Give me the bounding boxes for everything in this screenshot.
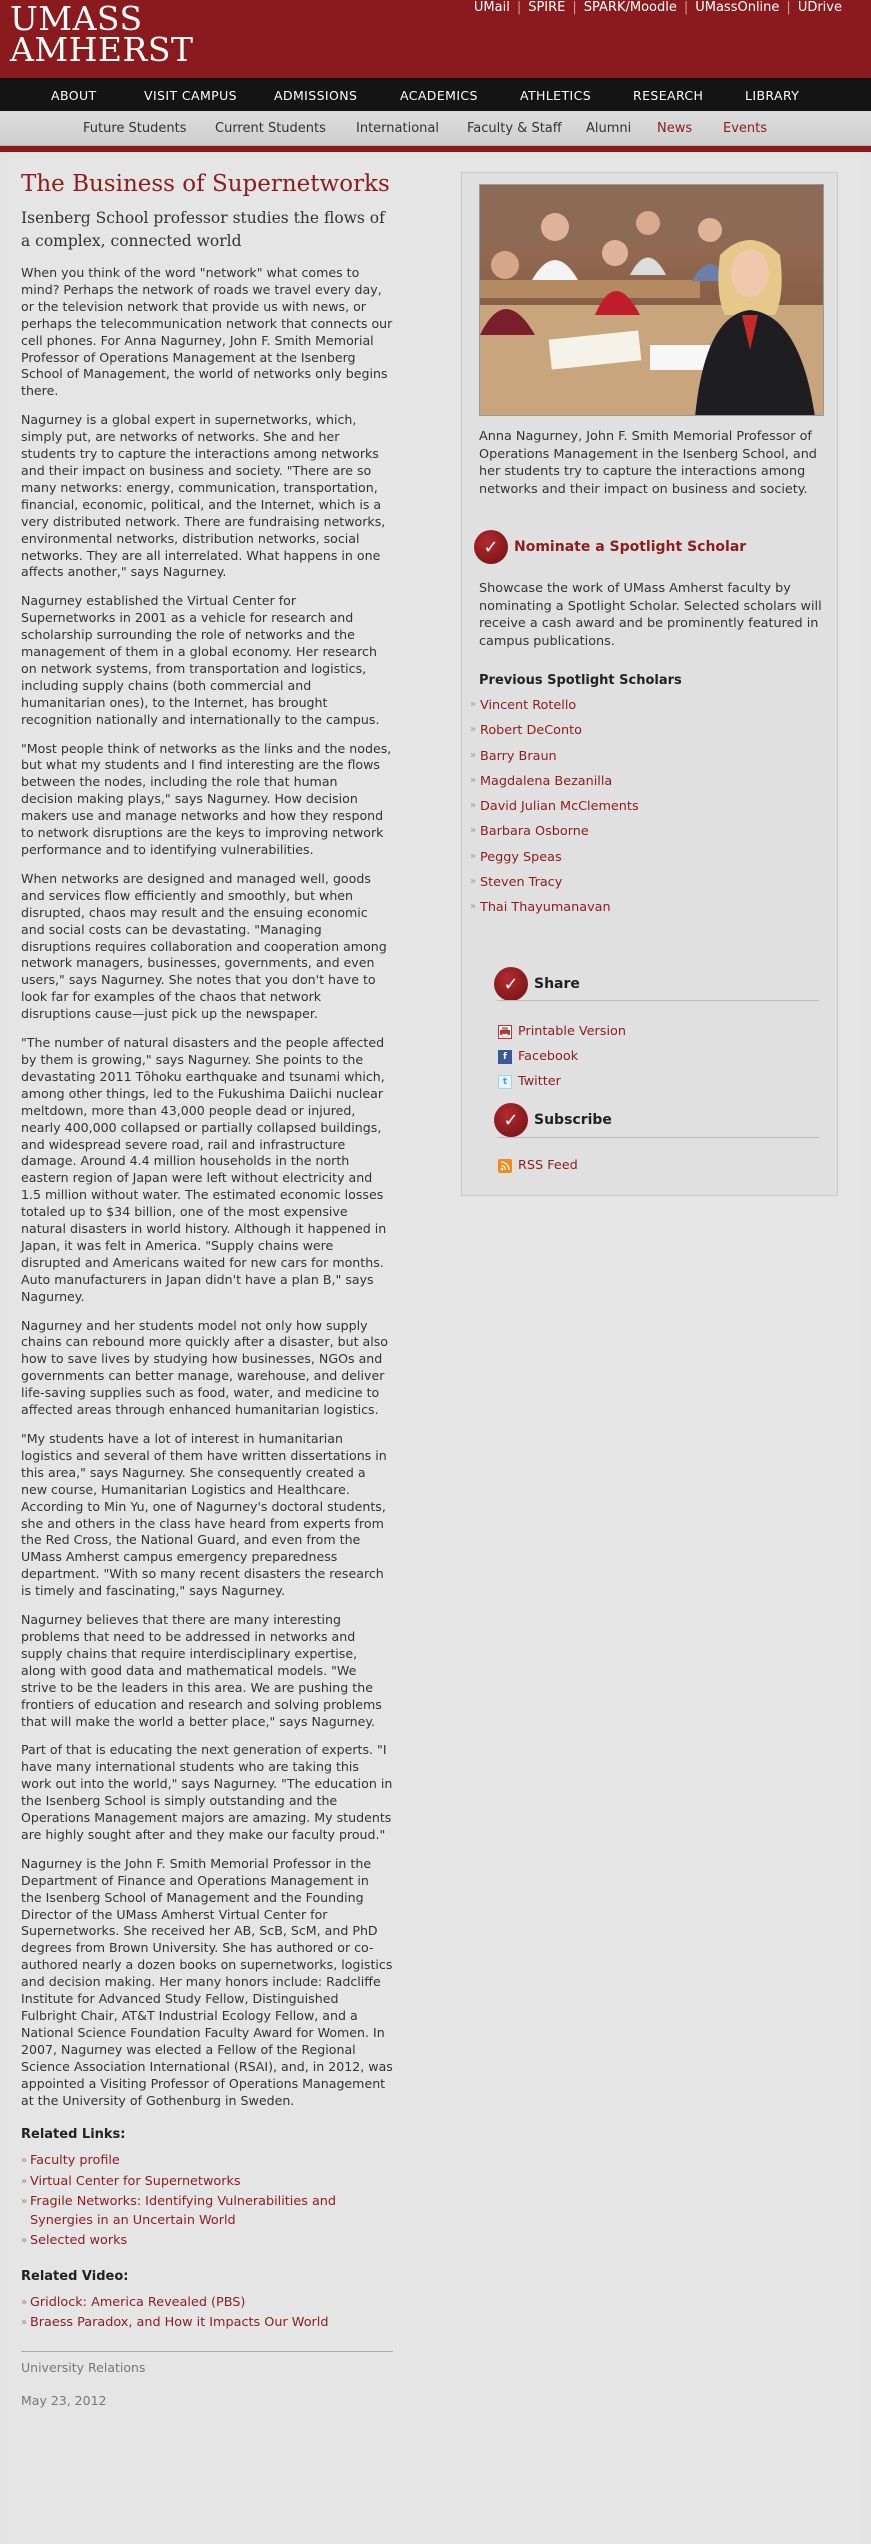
related-links-list (21, 2152, 393, 2251)
article-subtitle: Isenberg School professor studies the flows of a complex, connected world (21, 209, 385, 250)
nav-academics[interactable]: ACADEMICS (400, 88, 478, 103)
scholar-link[interactable]: Magdalena Bezanilla (480, 773, 613, 789)
nav-visit-campus[interactable]: VISIT CAMPUS (144, 88, 237, 103)
umass-logo[interactable] (10, 0, 194, 69)
related-link-selected-works[interactable]: Selected works (30, 2233, 128, 2249)
paragraph: When you think of the word "network" what comes to mind? Perhaps the network of roads we travel every day, or the television network that provide us with news, or perhaps the telecommunication network that connects our cell phones. For Anna Nagurney, John F. Smith Memorial Professor of Operations Management at the Isenberg School of Management, the world of networks only begins there. (21, 265, 393, 399)
related-video-list (21, 2294, 393, 2333)
facebook-link[interactable]: Facebook (518, 1049, 579, 1064)
share-facebook[interactable] (498, 1049, 578, 1064)
printable-version-link[interactable]: Printable Version (518, 1024, 626, 1039)
share-print[interactable] (498, 1024, 626, 1039)
nav-research[interactable]: RESEARCH (633, 88, 704, 103)
subnav-future-students[interactable]: Future Students (83, 121, 187, 136)
related-video-heading: Related Video: (21, 2268, 129, 2284)
scholar-link[interactable]: Vincent Rotello (480, 698, 577, 713)
subnav-faculty-staff[interactable]: Faculty & Staff (467, 121, 562, 136)
related-link[interactable] (21, 2173, 393, 2192)
photo-caption: Anna Nagurney, John F. Smith Memorial Professor of Operations Management in the Isenberg School, and her students try to capture the interactions among networks and their impact on business and society. (479, 429, 817, 497)
toplink-udrive[interactable]: UDrive (797, 0, 842, 15)
logo-line-2: AMHERST (10, 30, 194, 69)
main-nav (0, 78, 871, 111)
rss-icon (498, 1159, 512, 1173)
nav-athletics[interactable]: ATHLETICS (520, 88, 592, 103)
masthead (0, 0, 871, 78)
scholar-link[interactable]: David Julian McClements (480, 799, 639, 815)
share-heading (494, 967, 580, 1001)
scholar-link[interactable]: Barry Braun (480, 748, 557, 764)
article (21, 170, 393, 2408)
nominate-description: Showcase the work of UMass Amherst faculty by nominating a Spotlight Scholar. Selected scholars will receive a cash award and be prominently featured in campus publications. (479, 581, 822, 649)
paragraph: "My students have a lot of interest in humanitarian logistics and several of them have written dissertations in this area," says Nagurney. She consequently created a new course, Humanitarian Logistics and Healthcare. According to Min Yu, one of Nagurney's doctoral students, she and others in the class have heard from experts from the Red Cross, the National Guard, and even from the UMass Amherst campus emergency preparedness department. "With so many recent disasters the research is timely and fascinating," says Nagurney. (21, 1431, 387, 1599)
nav-library[interactable]: LIBRARY (745, 88, 800, 103)
publish-date: May 23, 2012 (21, 2392, 107, 2408)
toplink-spark[interactable]: SPARK/Moodle (583, 0, 677, 15)
related-link[interactable] (21, 2193, 393, 2230)
related-links-heading: Related Links: (21, 2127, 126, 2143)
share-label: Share (534, 976, 580, 992)
scholar-link[interactable]: Robert DeConto (480, 723, 582, 739)
subnav-alumni[interactable]: Alumni (586, 121, 632, 136)
previous-scholars-heading: Previous Spotlight Scholars (479, 673, 682, 688)
nav-about[interactable]: ABOUT (51, 88, 97, 103)
share-twitter[interactable] (498, 1074, 561, 1089)
previous-scholars-list (470, 698, 820, 926)
subscribe-label: Subscribe (534, 1112, 612, 1128)
related-link[interactable] (21, 2152, 393, 2171)
related-link-faculty-profile[interactable]: Faculty profile (30, 2153, 120, 2169)
scholar-link[interactable]: Peggy Speas (480, 849, 562, 865)
related-video-gridlock[interactable]: Gridlock: America Revealed (PBS) (30, 2294, 246, 2310)
rss-feed-link[interactable]: RSS Feed (518, 1158, 578, 1173)
article-photo (479, 184, 824, 416)
related-link-fragile-networks[interactable]: Fragile Networks: Identifying Vulnerabilities and Synergies in an Uncertain World (30, 2194, 337, 2228)
scholar-link[interactable]: Barbara Osborne (480, 824, 589, 840)
paragraph: Nagurney believes that there are many interesting problems that need to be addressed in networks and supply chains that require interdisciplinary expertise, along with good data and mathematical models. "We strive to be the leaders in this area. We are pushing the frontiers of education and research and solving problems that will make the world a better place," says Nagurney. (21, 1612, 382, 1729)
scholar-link[interactable]: Steven Tracy (480, 875, 563, 891)
share-divider (497, 1000, 819, 1001)
facebook-icon: f (498, 1050, 512, 1064)
paragraph: Part of that is educating the next generation of experts. "I have many international students who are taking this work out into the world," says Nagurney. "The education in the Isenberg School is simply outstanding and the Operations Management majors are amazing. My students are highly sought after and they make our faculty proud." (21, 1742, 393, 1842)
subscribe-divider (497, 1137, 819, 1138)
paragraph: When networks are designed and managed well, goods and services flow efficiently and smoothly, but when disrupted, chaos may result and the ensuing economic and social costs can be devastating. "Managing disruptions requires collaboration and cooperation among network managers, businesses, governments, and even users," says Nagurney. She notes that you don't have to look far for examples of the chaos that network disruptions cause—just pick up the newspaper. (21, 870, 387, 1022)
nav-admissions[interactable]: ADMISSIONS (274, 88, 358, 103)
paragraph: Nagurney and her students model not only how supply chains can rebound more quickly after a disaster, but also how to save lives by studying how businesses, NGOs and governments can better manage, warehouse, and deliver life-saving supplies such as food, water, and medicine to affected areas through enhanced humanitarian logistics. (21, 1317, 388, 1418)
related-link-virtual-center[interactable]: Virtual Center for Supernetworks (30, 2173, 241, 2189)
top-links: UMail | SPIRE | SPARK/Moodle | UMassOnline | UDrive (467, 0, 849, 16)
checkmark-icon: ✓ (474, 530, 508, 564)
paragraph: Nagurney established the Virtual Center for Supernetworks in 2001 as a vehicle for research and scholarship surrounding the role of networks and the management of them in a global economy. Her research on network systems, from transportation and logistics, including supply chains (both commercial and humanitarian ones), to the Internet, has brought recognition nationally and internationally to the campus. (21, 593, 380, 727)
toplink-umail[interactable]: UMail (473, 0, 510, 15)
logo-line-1: UMASS (10, 0, 143, 38)
related-link[interactable] (21, 2232, 393, 2251)
twitter-icon: t (498, 1075, 512, 1089)
related-video-braess[interactable]: Braess Paradox, and How it Impacts Our World (30, 2315, 329, 2331)
subscribe-heading (494, 1103, 612, 1137)
page-title: The Business of Supernetworks (21, 171, 390, 197)
nominate-link[interactable]: Nominate a Spotlight Scholar (514, 539, 747, 555)
paragraph: "Most people think of networks as the links and the nodes, but what my students and I find interesting are the flows between the nodes, including the role that human decision making plays," says Nagurney. How decision makers use and manage networks and how they respond to network disruptions are the keys to improving network performance and to identifying vulnerabilities. (21, 740, 392, 857)
related-video[interactable] (21, 2314, 393, 2333)
subnav-current-students[interactable]: Current Students (215, 121, 326, 136)
checkmark-icon: ✓ (494, 967, 528, 1001)
byline: University Relations (21, 2359, 146, 2375)
checkmark-icon: ✓ (494, 1103, 528, 1137)
toplink-umassonline[interactable]: UMassOnline (695, 0, 780, 15)
rss-feed[interactable] (498, 1158, 578, 1173)
subnav-events[interactable]: Events (723, 121, 768, 136)
scholar-link[interactable]: Thai Thayumanavan (480, 900, 611, 916)
related-video[interactable] (21, 2294, 393, 2313)
nominate-heading[interactable] (474, 530, 746, 564)
subnav-news[interactable]: News (657, 121, 693, 136)
paragraph: Nagurney is the John F. Smith Memorial Professor in the Department of Finance and Operations Management in the Isenberg School of Management and the Founding Director of the UMass Amherst Virtual Center for Supernetworks. She received her AB, ScB, ScM, and PhD degrees from Brown University. She has authored or co-authored nearly a dozen books on supernetworks, logistics and decision making. Her many honors include: Radcliffe Institute for Advanced Study Fellow, Distinguished Fulbright Chair, AT&T Industrial Ecology Fellow, and a National Science Foundation Faculty Award for Women. In 2007, Nagurney was elected a Fellow of the Regional Science Association International (RSAI), and, in 2012, was appointed a Visiting Professor of Operations Management at the University of Gothenburg in Sweden. (21, 1855, 393, 2108)
twitter-link[interactable]: Twitter (518, 1074, 561, 1089)
byline-divider (21, 2351, 393, 2352)
subnav-international[interactable]: International (356, 121, 439, 136)
toplink-spire[interactable]: SPIRE (528, 0, 566, 15)
header-red-bar (0, 146, 871, 152)
printer-icon (498, 1025, 512, 1039)
sub-nav (0, 111, 871, 146)
paragraph: "The number of natural disasters and the people affected by them is growing," says Nagurney. She points to the devastating 2011 Tōhoku earthquake and tsunami which, among other things, led to the Fukushima Daiichi nuclear meltdown, more than 43,000 people dead or injured, nearly 400,000 collapsed or partially collapsed buildings, and widespread severe road, rail and infrastructure damage. Around 4.4 million households in the north eastern region of Japan were left without electricity and 1.5 million without water. The estimated economic losses totaled up to $34 billion, one of the most expensive natural disasters in world history. Although it happened in Japan, it was felt in America. "Supply chains were disrupted and Americans waited for new cars for months. Auto manufacturers in Japan didn't have a plan B," says Nagurney. (21, 1035, 387, 1304)
paragraph: Nagurney is a global expert in supernetworks, which, simply put, are networks of networks. She and her students try to capture the interactions among networks and their impact on business and society. "There are so many networks: energy, communication, transportation, financial, economic, political, and the Internet, which is a very distributed network. There are fundraising networks, environmental networks, distribution networks, social networks. They are all interrelated. What happens in one affects another," says Nagurney. (21, 412, 386, 580)
